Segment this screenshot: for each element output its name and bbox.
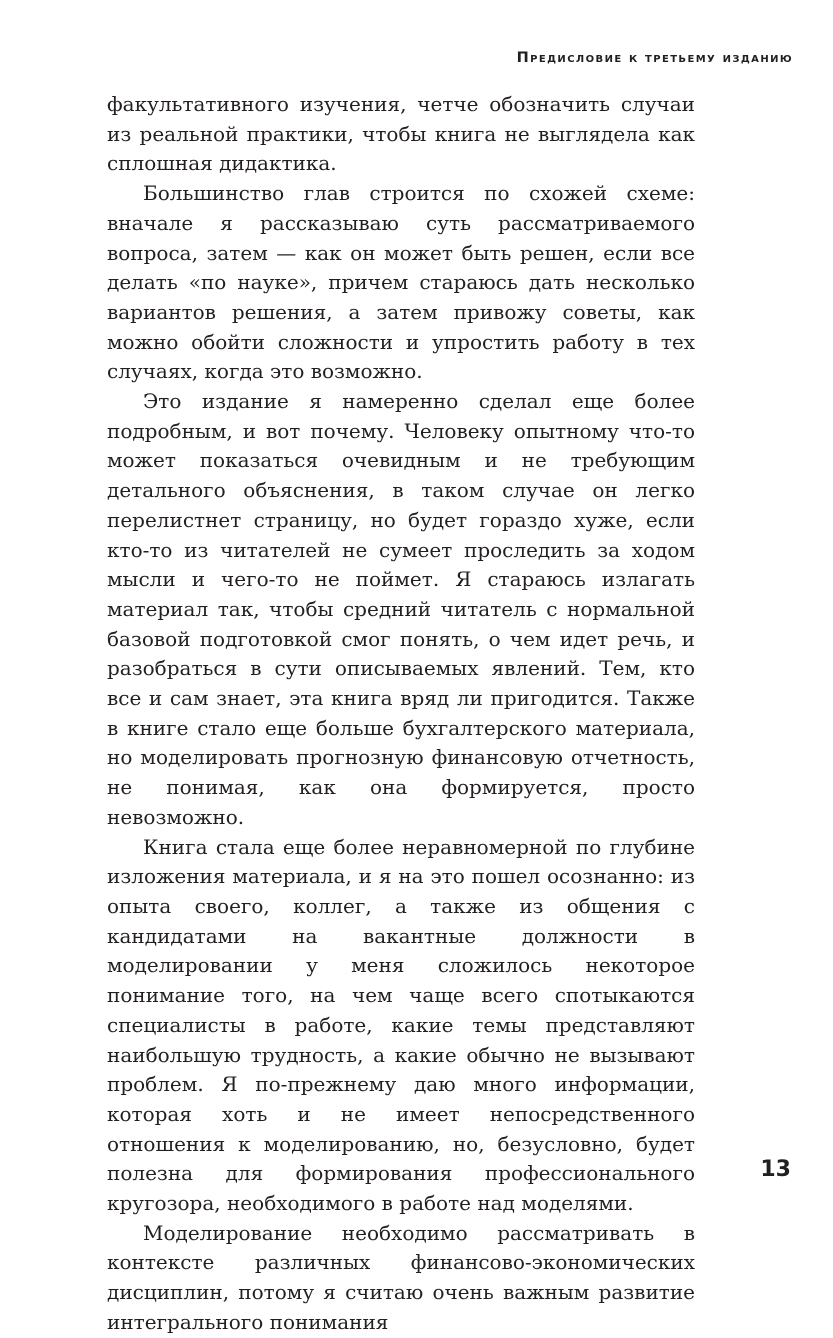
paragraph: Большинство глав строится по схожей схеме: вначале я рассказываю суть рассматриваемого вопроса, затем — как он может быть решен, если все делать «по науке», причем стараюсь дать несколько вариантов решения, а затем привожу советы, как можно обойти сложности и упростить работу в тех случаях, когда это возможно. (107, 181, 695, 384)
paragraph: Моделирование необходимо рассматривать в контексте различных финансово-экономических дисциплин, потому я считаю очень важным развитие интегрального понимания (107, 1220, 695, 1334)
paragraph-continuation: факультативного изучения, четче обозначить случаи из реальной практики, чтобы книга не выглядела как сплошная дидактика. (107, 92, 695, 176)
paragraph: Книга стала еще более неравномерной по глубине изложения материала, и я на это пошел осознанно: из опыта своего, коллег, а также из общения с кандидатами на вакантные должности в моделировании у меня сложилось некоторое понимание того, на чем чаще всего спотыкаются специалисты в работе, какие темы представляют наибольшую трудность, а какие обычно не вызывают проблем. Я по-прежнему даю много информации, которая хоть и не имеет непосредственного отношения к моделированию, но, безусловно, будет полезна для формирования профессионального кругозора, необходимого в работе над моделями. (107, 834, 695, 1216)
running-header: Предисловие к третьему изданию (516, 50, 793, 66)
page-number: 13 (760, 1157, 791, 1182)
paragraph: Это издание я намеренно сделал еще более подробным, и вот почему. Человеку опытному что-то может показаться очевидным и не требующим детального объяснения, в таком случае он легко перелистнет страницу, но будет гораздо хуже, если кто-то из читателей не сумеет проследить за ходом мысли и чего-то не поймет. Я стараюсь излагать материал так, чтобы средний читатель с нормальной базовой подготовкой смог понять, о чем идет речь, и разобраться в сути описываемых явлений. Тем, кто все и сам знает, эта книга вряд ли пригодится. Также в книге стало еще больше бухгалтерского материала, но моделировать прогнозную финансовую отчетность, не понимая, как она формируется, просто невозможно. (107, 389, 695, 829)
body-text (107, 90, 695, 1338)
